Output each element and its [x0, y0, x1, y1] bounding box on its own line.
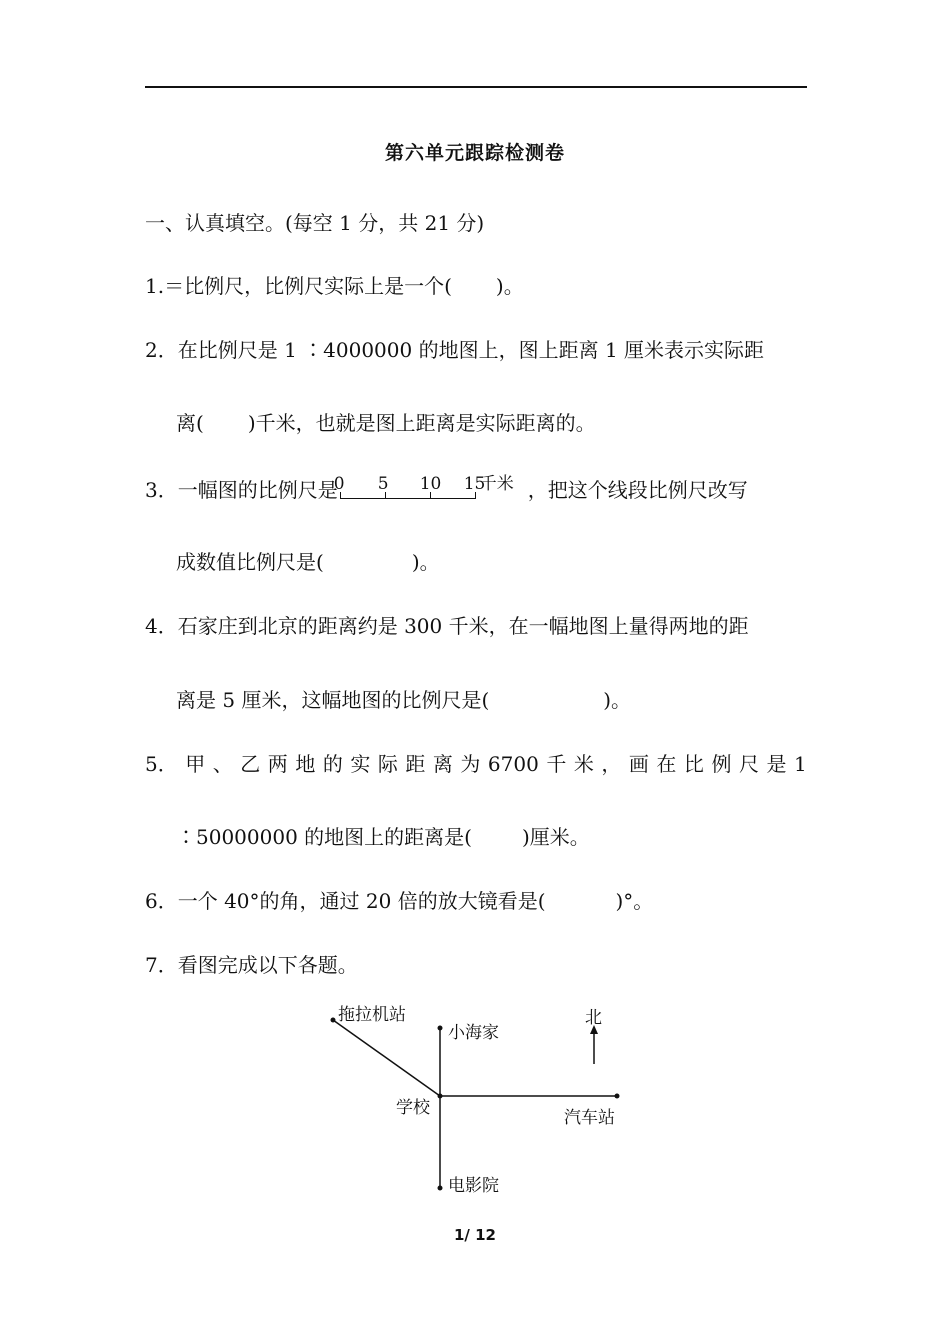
line-scale-bar: [333, 473, 514, 506]
xiaohai-home-dot: [438, 1026, 443, 1031]
q5-char: 1: [793, 752, 807, 776]
question-1-text: 1.＝比例尺，比例尺实际上是一个(: [145, 274, 452, 298]
scale-tick: [430, 492, 431, 499]
scale-unit: 千米: [479, 473, 514, 494]
q5-char: 距: [405, 752, 426, 776]
q5-char: 为: [460, 752, 481, 776]
q5-char: 际: [377, 752, 398, 776]
question-4-text-b: )。: [603, 688, 632, 712]
label-north: 北: [585, 1008, 602, 1028]
question-5-line-1: [145, 750, 807, 778]
map-diagram: [300, 990, 640, 1205]
question-3-post: ，把这个线段比例尺改写: [527, 478, 748, 502]
section-heading: 一、认真填空。(每空 1 分，共 21 分): [145, 211, 485, 235]
question-3-line-2: [176, 548, 440, 576]
road-to-tractor-station: [333, 1020, 440, 1096]
q5-char: 地: [295, 752, 316, 776]
scale-line: [340, 498, 476, 499]
question-5-text-a: ∶50000000 的地图上的距离是(: [176, 825, 472, 849]
question-3-text-b: )。: [411, 550, 440, 574]
q5-char: ，: [601, 752, 622, 776]
q5-char: 是: [766, 752, 787, 776]
school-dot: [438, 1094, 443, 1099]
q5-char: 6700: [487, 752, 539, 776]
q5-char: 尺: [738, 752, 759, 776]
q5-char: 例: [711, 752, 732, 776]
label-tractor-station: 拖拉机站: [338, 1005, 406, 1025]
q5-char: 比: [683, 752, 704, 776]
q5-char: 米: [573, 752, 594, 776]
q5-char: 的: [322, 752, 343, 776]
question-4-line-1: 4．石家庄到北京的距离约是 300 千米，在一幅地图上量得两地的距: [145, 614, 749, 638]
label-bus-station: 汽车站: [564, 1108, 615, 1128]
page-number: 1/ 12: [453, 1226, 496, 1244]
question-5-text-b: )厘米。: [521, 825, 590, 849]
label-cinema: 电影院: [448, 1176, 499, 1196]
question-2-line-2: [176, 409, 596, 437]
question-6-end: )°。: [615, 889, 654, 913]
q5-char: 离: [432, 752, 453, 776]
page-title: 第六单元跟踪检测卷: [384, 142, 565, 164]
scale-tick: [340, 492, 341, 499]
scale-label-10: 10: [419, 473, 442, 494]
q5-char: 千: [546, 752, 567, 776]
scale-tick: [385, 492, 386, 499]
question-2-text-b: )千米，也就是图上距离是实际距离的。: [247, 411, 596, 435]
question-1-end: )。: [495, 274, 524, 298]
question-4-text-a: 离是 5 厘米，这幅地图的比例尺是(: [176, 688, 490, 712]
scale-label-15: 15: [463, 473, 486, 494]
bus-station-dot: [615, 1094, 620, 1099]
q5-char: 在: [656, 752, 677, 776]
question-2-line-1: 2．在比例尺是 1 ∶4000000 的地图上，图上距离 1 厘米表示实际距: [145, 338, 765, 362]
tractor-station-dot: [331, 1018, 336, 1023]
question-3-text-a: 成数值比例尺是(: [176, 550, 324, 574]
question-7: 7．看图完成以下各题。: [145, 953, 358, 977]
question-4-line-2: [176, 686, 631, 714]
question-6: [145, 887, 653, 915]
scale-tick: [475, 492, 476, 499]
scale-label-5: 5: [377, 473, 389, 494]
question-3-line-1: [145, 473, 748, 506]
q5-char: 实: [350, 752, 371, 776]
question-5-line-2: [176, 823, 590, 851]
question-2-text-a: 离(: [176, 411, 204, 435]
q5-char: 、: [212, 752, 233, 776]
q5-char: 5．: [145, 752, 178, 776]
scale-label-0: 0: [333, 473, 345, 494]
q5-char: 甲: [185, 752, 206, 776]
top-rule: [145, 86, 807, 88]
q5-char: 乙: [240, 752, 261, 776]
question-1: [145, 272, 524, 300]
question-3-pre: 3．一幅图的比例尺是: [145, 478, 338, 502]
cinema-dot: [438, 1186, 443, 1191]
label-school: 学校: [396, 1098, 430, 1118]
q5-char: 两: [267, 752, 288, 776]
label-xiaohai-home: 小海家: [448, 1023, 499, 1043]
question-6-text: 6．一个 40°的角，通过 20 倍的放大镜看是(: [145, 889, 546, 913]
q5-char: 画: [628, 752, 649, 776]
